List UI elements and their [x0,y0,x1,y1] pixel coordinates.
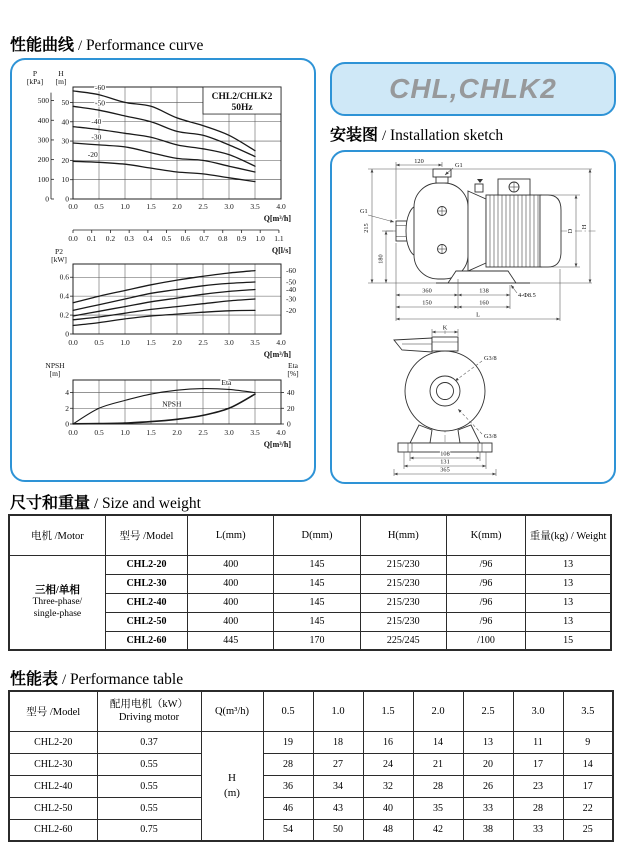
dim-label-108: 108 [440,450,450,458]
column-header-q: Q(m³/h) [201,691,263,731]
svg-text:1.5: 1.5 [146,428,156,437]
cell-head-value: 13 [463,731,513,753]
dim-label-160: 160 [479,299,489,307]
head-flow-chart [15,64,309,260]
spout [394,338,432,352]
dim-label-365: 365 [440,466,450,474]
cell-head-value: 9 [563,731,613,753]
section-heading-performance-curve: 性能曲线 / Performance curve [10,37,204,54]
cell-head-value: 17 [563,775,613,797]
table-header-row [9,691,613,731]
column-header-model: 型号 /Model [9,691,97,731]
table-row [9,555,611,574]
column-header: 电机 /Motor [9,515,105,555]
svg-text:1.1: 1.1 [274,234,284,243]
top-port-front [432,337,458,351]
svg-text:1.0: 1.0 [120,428,130,437]
cell-l: 400 [188,612,274,631]
section-heading-installation: 安装图 / Installation sketch [330,127,504,144]
installation-sketch-drawing [338,155,608,479]
svg-text:0: 0 [287,419,291,429]
svg-text:40: 40 [61,117,69,127]
lantern [468,191,486,271]
cell-model: CHL2-60 [105,631,187,650]
svg-text:0.4: 0.4 [59,291,69,301]
svg-text:0.4: 0.4 [143,234,153,243]
svg-text:-30: -30 [286,294,296,304]
column-header-flow: 3.0 [513,691,563,731]
cell-head-value: 27 [313,753,363,775]
dim-label-D: D [567,228,574,234]
dim-label-150: 150 [422,299,432,307]
model-title: CHL,CHLK2 [389,73,557,104]
svg-text:Q[l/s]: Q[l/s] [271,246,291,255]
cell-d: 145 [274,612,360,631]
svg-text:0.9: 0.9 [236,234,247,243]
column-header-flow: 0.5 [263,691,313,731]
svg-text:Q[m³/h]: Q[m³/h] [263,214,291,223]
svg-text:Q[m³/h]: Q[m³/h] [263,440,291,449]
svg-text:-40: -40 [286,285,296,295]
svg-text:CHL2/CHLK2: CHL2/CHLK2 [211,92,273,102]
cell-kw: 0.75 [97,819,201,841]
svg-text:1.5: 1.5 [146,202,156,211]
svg-text:400: 400 [37,115,49,125]
svg-text:2.5: 2.5 [198,428,208,437]
column-header-flow: 2.5 [463,691,513,731]
svg-text:0.2: 0.2 [105,234,116,243]
svg-text:0.5: 0.5 [161,234,172,243]
svg-text:0.5: 0.5 [94,428,104,437]
cell-h: 215/230 [360,593,446,612]
svg-text:3.0: 3.0 [224,338,234,347]
cell-model: CHL2-20 [9,731,97,753]
cell-head-value: 35 [413,797,463,819]
section-heading-performance-table: 性能表 / Performance table [10,671,184,688]
cell-head-value: 17 [513,753,563,775]
dim-label-215: 215 [363,223,370,233]
cell-model: CHL2-30 [9,753,97,775]
svg-text:[%]: [%] [287,369,299,378]
cell-model: CHL2-40 [105,593,187,612]
svg-text:500: 500 [37,96,49,106]
column-header: L(mm) [188,515,274,555]
dim-label-L: L [476,311,480,319]
svg-text:0.6: 0.6 [180,234,191,243]
motor-end-cap [540,195,561,267]
cell-head-value: 16 [363,731,413,753]
svg-text:-20: -20 [87,150,98,160]
svg-text:Eta: Eta [221,378,232,388]
svg-text:3.5: 3.5 [250,338,260,347]
svg-text:[kPa]: [kPa] [26,77,44,86]
cell-head-value: 26 [463,775,513,797]
dim-label-g38-top: G3/8 [484,355,497,362]
svg-text:[m]: [m] [49,369,61,378]
column-header: 重量(kg) / Weight [526,515,611,555]
cell-l: 445 [188,631,274,650]
cell-head-value: 34 [313,775,363,797]
cell-k: /96 [446,593,525,612]
column-header-flow: 2.0 [413,691,463,731]
dim-label-H: H [581,224,588,230]
cell-head-value: 19 [263,731,313,753]
svg-text:P2: P2 [55,247,63,256]
svg-text:40: 40 [287,388,295,398]
cell-k: /96 [446,612,525,631]
cell-weight: 15 [526,631,611,650]
discharge-flange [433,169,451,177]
table-header-row [9,515,611,555]
svg-text:P: P [32,69,38,78]
svg-text:0.5: 0.5 [94,202,104,211]
installation-sketch-panel [330,150,616,484]
dim-label-138: 138 [479,287,489,295]
cell-d: 145 [274,555,360,574]
cell-head-value: 25 [563,819,613,841]
table-row [9,731,613,753]
dim-label-g1-left: G1 [360,208,368,215]
motor-group-cell: 三相/单相 Three-phase/ single-phase [9,555,105,650]
svg-text:2.0: 2.0 [172,428,182,437]
cell-head-value: 38 [463,819,513,841]
column-header: K(mm) [446,515,525,555]
svg-text:NPSH: NPSH [162,399,182,409]
svg-text:-20: -20 [286,305,296,315]
dim-label-g38-bottom: G3/8 [484,433,497,440]
svg-text:2.5: 2.5 [198,338,208,347]
cell-weight: 13 [526,555,611,574]
svg-text:3.5: 3.5 [250,202,260,211]
cell-head-value: 23 [513,775,563,797]
section-heading-size-weight: 尺寸和重量 / Size and weight [10,495,201,512]
dim-label-120: 120 [414,158,424,165]
cell-l: 400 [188,593,274,612]
cell-head-value: 43 [313,797,363,819]
column-header: 型号 /Model [105,515,187,555]
svg-text:Q[m³/h]: Q[m³/h] [263,350,291,359]
cell-h: 225/245 [360,631,446,650]
cell-head-value: 14 [563,753,613,775]
head-unit-cell: H (m) [201,731,263,841]
cell-d: 145 [274,574,360,593]
dim-label-K: K [442,324,448,332]
vent-plug [475,184,483,192]
column-header-flow: 1.5 [363,691,413,731]
svg-text:H: H [58,69,64,78]
model-title-box [330,62,616,116]
power-flow-chart [15,246,309,378]
svg-text:3.0: 3.0 [224,428,234,437]
svg-text:0.1: 0.1 [87,234,97,243]
heading-en: Performance curve [85,37,204,54]
svg-text:0.0: 0.0 [68,428,78,437]
svg-text:[kW]: [kW] [51,255,67,264]
cell-head-value: 54 [263,819,313,841]
svg-text:50Hz: 50Hz [231,103,253,113]
table-row [9,819,613,841]
cell-d: 170 [274,631,360,650]
cell-head-value: 22 [563,797,613,819]
svg-text:2: 2 [65,403,69,413]
svg-text:-40: -40 [91,117,102,127]
cell-head-value: 20 [463,753,513,775]
svg-text:4.0: 4.0 [276,428,286,437]
dim-label-bolt: 4-Φ8.5 [518,292,536,299]
cell-model: CHL2-50 [9,797,97,819]
cell-head-value: 33 [463,797,513,819]
cell-weight: 13 [526,574,611,593]
cell-weight: 13 [526,612,611,631]
cell-kw: 0.37 [97,731,201,753]
pump-chamber [414,183,468,279]
svg-text:1.0: 1.0 [120,202,130,211]
cell-head-value: 32 [363,775,413,797]
cell-head-value: 24 [363,753,413,775]
cell-head-value: 28 [413,775,463,797]
svg-text:2.0: 2.0 [172,338,182,347]
cell-head-value: 28 [513,797,563,819]
svg-text:0: 0 [65,419,69,429]
svg-text:0.3: 0.3 [124,234,134,243]
svg-text:30: 30 [61,136,69,146]
cell-head-value: 21 [413,753,463,775]
cell-h: 215/230 [360,612,446,631]
svg-text:0.6: 0.6 [59,272,69,282]
svg-text:20: 20 [61,155,69,165]
svg-text:0: 0 [65,194,69,204]
cell-model: CHL2-40 [9,775,97,797]
svg-text:3.5: 3.5 [250,428,260,437]
column-header-flow: 1.0 [313,691,363,731]
cell-weight: 13 [526,593,611,612]
cell-head-value: 46 [263,797,313,819]
table-row [9,775,613,797]
svg-text:2.5: 2.5 [198,202,208,211]
column-header: H(mm) [360,515,446,555]
svg-text:NPSH: NPSH [45,361,65,370]
dim-label-360: 360 [422,287,432,295]
table-row [9,797,613,819]
svg-text:1.0: 1.0 [120,338,130,347]
svg-text:4.0: 4.0 [276,338,286,347]
cell-model: CHL2-60 [9,819,97,841]
svg-text:100: 100 [37,174,49,184]
svg-text:0.0: 0.0 [68,234,78,243]
cell-k: /100 [446,631,525,650]
svg-text:Eta: Eta [288,361,298,370]
cell-l: 400 [188,555,274,574]
svg-text:50: 50 [61,97,69,107]
cell-model: CHL2-50 [105,612,187,631]
svg-text:2.0: 2.0 [172,202,182,211]
svg-text:0.5: 0.5 [94,338,104,347]
cell-h: 215/230 [360,555,446,574]
svg-text:0.0: 0.0 [68,202,78,211]
performance-table [8,690,614,842]
cell-kw: 0.55 [97,797,201,819]
cell-head-value: 48 [363,819,413,841]
svg-text:3.0: 3.0 [224,202,234,211]
svg-text:200: 200 [37,155,49,165]
svg-text:-50: -50 [286,277,296,287]
cell-head-value: 33 [513,819,563,841]
svg-text:1.0: 1.0 [255,234,265,243]
svg-text:10: 10 [61,175,69,185]
performance-curve-panel [10,58,316,482]
cell-head-value: 40 [363,797,413,819]
column-header-driving-motor: 配用电机（kW） Driving motor [97,691,201,731]
svg-text:4.0: 4.0 [276,202,286,211]
cell-head-value: 14 [413,731,463,753]
cell-kw: 0.55 [97,775,201,797]
cell-kw: 0.55 [97,753,201,775]
cell-h: 215/230 [360,574,446,593]
dim-label-g1-top: G1 [455,162,463,169]
cell-head-value: 50 [313,819,363,841]
svg-text:0: 0 [65,329,69,339]
table-row [9,753,613,775]
heading-zh: 性能曲线 [10,37,75,54]
cell-model: CHL2-20 [105,555,187,574]
svg-text:0: 0 [45,194,49,204]
svg-text:0.8: 0.8 [218,234,228,243]
svg-text:300: 300 [37,135,49,145]
svg-text:1.5: 1.5 [146,338,156,347]
cell-model: CHL2-30 [105,574,187,593]
cell-k: /96 [446,574,525,593]
column-header: D(mm) [274,515,360,555]
cell-k: /96 [446,555,525,574]
svg-text:-60: -60 [286,266,296,276]
svg-text:[m]: [m] [55,77,67,86]
dim-label-180: 180 [377,254,385,264]
cell-head-value: 11 [513,731,563,753]
dim-label-131: 131 [440,458,450,466]
cell-head-value: 18 [313,731,363,753]
svg-text:-60: -60 [95,83,106,93]
svg-text:-30: -30 [91,132,102,142]
cell-head-value: 36 [263,775,313,797]
svg-text:20: 20 [287,403,295,413]
cell-d: 145 [274,593,360,612]
cell-l: 400 [188,574,274,593]
svg-text:4: 4 [65,388,69,398]
npsh-eta-chart [15,360,309,478]
cell-head-value: 42 [413,819,463,841]
svg-text:0.7: 0.7 [199,234,209,243]
svg-text:0.2: 0.2 [59,310,69,320]
column-header-flow: 3.5 [563,691,613,731]
cell-head-value: 28 [263,753,313,775]
svg-text:-50: -50 [95,98,106,108]
svg-text:0.0: 0.0 [68,338,78,347]
size-weight-table [8,514,612,651]
